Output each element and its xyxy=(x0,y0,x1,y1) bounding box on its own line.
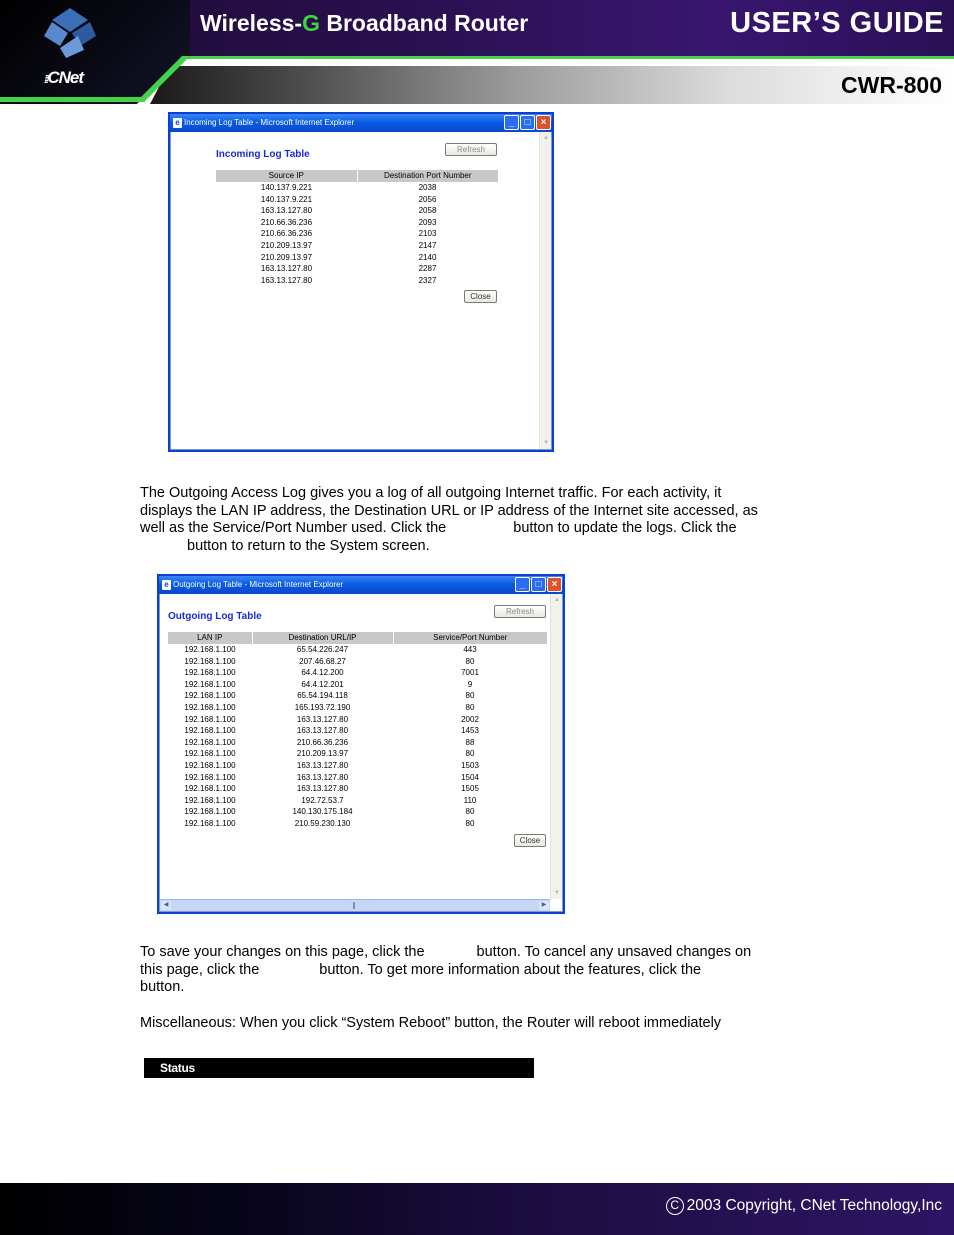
service-port-cell: 80 xyxy=(465,656,475,666)
service-port-cell: 1503 xyxy=(461,760,479,770)
lan-ip-cell: 192.168.1.100 xyxy=(184,714,236,724)
text-line: The Outgoing Access Log gives you a log of all outgoing Internet traffic. For each activity, it xyxy=(140,485,722,501)
text-line: To save your changes on this page, click the button. To cancel any unsaved changes on xyxy=(140,944,752,960)
page-footer xyxy=(0,1183,954,1235)
maximize-icon[interactable]: □ xyxy=(531,577,546,592)
column-header-source-ip: Source IP xyxy=(216,170,357,182)
table-row xyxy=(168,667,547,679)
window-controls xyxy=(515,577,562,592)
lan-ip-cell: 192.168.1.100 xyxy=(184,691,236,701)
header-gradient-band xyxy=(150,66,954,104)
table-row xyxy=(168,737,547,749)
table-header-row xyxy=(168,632,547,644)
page-header xyxy=(0,0,954,104)
table-header-row xyxy=(216,170,498,182)
lan-ip-cell: 192.168.1.100 xyxy=(184,726,236,736)
status-label: Status xyxy=(160,1061,195,1075)
service-port-cell: 9 xyxy=(467,679,473,689)
table-row xyxy=(216,217,498,229)
table-row xyxy=(168,795,547,807)
table-row xyxy=(168,818,547,830)
incoming-close-button[interactable]: Close xyxy=(464,290,497,303)
service-port-cell: 1505 xyxy=(461,784,479,794)
table-row xyxy=(168,806,547,818)
destination-url-cell: 163.13.127.80 xyxy=(296,772,349,782)
outgoing-log-heading: Outgoing Log Table xyxy=(168,611,262,622)
close-icon[interactable]: × xyxy=(547,577,562,592)
destination-url-cell: 65.54.194.118 xyxy=(297,691,348,701)
destination-port-cell: 2287 xyxy=(418,264,437,274)
table-row xyxy=(168,725,547,737)
service-port-cell: 80 xyxy=(465,691,475,701)
cnet-logo-icon xyxy=(40,6,100,60)
incoming-vertical-scrollbar[interactable] xyxy=(539,132,551,449)
service-port-cell: 80 xyxy=(465,749,475,759)
table-row xyxy=(216,205,498,217)
text-line: button. xyxy=(140,979,185,996)
lan-ip-cell: 192.168.1.100 xyxy=(184,818,236,828)
table-row xyxy=(168,702,547,714)
outgoing-refresh-button[interactable]: Refresh xyxy=(494,605,546,618)
destination-url-cell: 210.209.13.97 xyxy=(296,749,349,759)
table-row xyxy=(168,644,547,656)
column-header-destination-port: Destination Port Number xyxy=(357,170,498,182)
outgoing-vertical-scrollbar[interactable] xyxy=(550,594,562,899)
destination-url-cell: 165.193.72.190 xyxy=(294,702,351,712)
table-row xyxy=(168,772,547,784)
destination-port-cell: 2038 xyxy=(418,183,437,192)
destination-port-cell: 2058 xyxy=(418,206,437,216)
destination-url-cell: 207.46.68.27 xyxy=(299,656,346,666)
destination-url-cell: 140.130.175.184 xyxy=(292,807,353,817)
destination-url-cell: 210.59.230.130 xyxy=(294,818,351,828)
destination-port-cell: 2056 xyxy=(418,194,437,204)
incoming-window-titlebar[interactable] xyxy=(170,114,552,132)
source-ip-cell: 140.137.9.221 xyxy=(260,183,313,192)
lan-ip-cell: 192.168.1.100 xyxy=(184,749,236,759)
destination-url-cell: 210.66.36.236 xyxy=(296,737,349,747)
destination-url-cell: 64.4.12.200 xyxy=(301,668,344,678)
source-ip-cell: 163.13.127.80 xyxy=(260,275,313,285)
outgoing-close-button[interactable]: Close xyxy=(514,834,546,847)
ie-app-icon: e xyxy=(162,580,171,590)
outgoing-window-titlebar[interactable] xyxy=(159,576,563,594)
text-line: Miscellaneous: When you click “System Reboot” button, the Router will reboot immediately xyxy=(140,1015,722,1031)
table-row xyxy=(168,656,547,668)
close-icon[interactable]: × xyxy=(536,115,551,130)
table-row xyxy=(216,263,498,275)
destination-url-cell: 163.13.127.80 xyxy=(296,784,349,794)
lan-ip-cell: 192.168.1.100 xyxy=(184,737,236,747)
table-row xyxy=(216,182,498,194)
outgoing-log-description xyxy=(140,485,820,556)
service-port-cell: 443 xyxy=(463,645,477,654)
save-cancel-description xyxy=(140,944,820,997)
destination-url-cell: 65.54.226.247 xyxy=(296,645,349,654)
lan-ip-cell: 192.168.1.100 xyxy=(184,760,236,770)
service-port-cell: 1453 xyxy=(461,726,479,736)
outgoing-window-title: Outgoing Log Table - Microsoft Internet Explorer xyxy=(173,580,344,589)
header-green-diagonal xyxy=(130,54,200,104)
incoming-window-title: Incoming Log Table - Microsoft Internet Explorer xyxy=(184,118,355,127)
table-row xyxy=(216,228,498,240)
scroll-down-icon[interactable]: ▼ xyxy=(554,890,560,896)
incoming-log-window xyxy=(168,112,554,452)
status-section-bar xyxy=(144,1058,534,1078)
destination-port-cell: 2093 xyxy=(418,217,437,227)
column-header-destination-url: Destination URL/IP xyxy=(252,632,393,644)
header-green-stripe xyxy=(0,97,145,102)
destination-url-cell: 64.4.12.201 xyxy=(301,679,344,689)
lan-ip-cell: 192.168.1.100 xyxy=(184,679,236,689)
text-line: well as the Service/Port Number used. Click the button to update the logs. Click the xyxy=(140,520,737,537)
destination-url-cell: 163.13.127.80 xyxy=(296,760,349,770)
incoming-refresh-button[interactable]: Refresh xyxy=(445,143,497,156)
outgoing-horizontal-scrollbar[interactable] xyxy=(160,899,550,911)
source-ip-cell: 163.13.127.80 xyxy=(260,206,313,216)
table-row xyxy=(168,714,547,726)
table-row xyxy=(216,252,498,264)
copyright-icon: C xyxy=(666,1197,684,1215)
text-line: this page, click the button. To get more information about the features, click the xyxy=(140,961,702,978)
incoming-window-content xyxy=(170,132,552,450)
destination-port-cell: 2140 xyxy=(418,252,437,262)
outgoing-window-content xyxy=(159,594,563,912)
lan-ip-cell: 192.168.1.100 xyxy=(184,656,236,666)
table-row xyxy=(168,760,547,772)
table-row xyxy=(216,240,498,252)
table-row xyxy=(168,679,547,691)
source-ip-cell: 210.209.13.97 xyxy=(260,240,313,250)
table-row xyxy=(216,275,498,287)
lan-ip-cell: 192.168.1.100 xyxy=(184,645,236,654)
scroll-down-icon[interactable]: ▼ xyxy=(543,440,549,446)
product-title: Wireless-G Broadband Router xyxy=(200,10,529,36)
service-port-cell: 2002 xyxy=(461,714,479,724)
maximize-icon[interactable]: □ xyxy=(520,115,535,130)
scroll-up-icon[interactable]: ▲ xyxy=(554,597,560,603)
minimize-icon[interactable]: _ xyxy=(504,115,519,130)
destination-url-cell: 163.13.127.80 xyxy=(296,726,349,736)
text-line: button to return to the System screen. xyxy=(187,538,430,555)
source-ip-cell: 140.137.9.221 xyxy=(260,194,313,204)
service-port-cell: 110 xyxy=(463,795,477,805)
table-row xyxy=(168,783,547,795)
column-header-service-port: Service/Port Number xyxy=(393,632,547,644)
scroll-right-icon[interactable]: ▶ xyxy=(539,901,549,910)
lan-ip-cell: 192.168.1.100 xyxy=(184,795,236,805)
source-ip-cell: 210.209.13.97 xyxy=(260,252,313,262)
lan-ip-cell: 192.168.1.100 xyxy=(184,807,236,817)
outgoing-log-window xyxy=(157,574,565,914)
window-controls xyxy=(504,115,551,130)
destination-url-cell: 163.13.127.80 xyxy=(296,714,349,724)
ie-app-icon: e xyxy=(173,118,182,128)
copyright-text: 2003 Copyright, CNet Technology,Inc xyxy=(686,1197,942,1214)
incoming-log-table xyxy=(216,170,498,286)
destination-port-cell: 2103 xyxy=(418,229,437,239)
text-line: displays the LAN IP address, the Destination URL or IP address of the Internet site accessed, as xyxy=(140,502,758,519)
destination-url-cell: 192.72.53.7 xyxy=(301,795,344,805)
copyright-notice xyxy=(666,1197,942,1215)
scroll-left-icon[interactable]: ◀ xyxy=(161,901,171,910)
service-port-cell: 80 xyxy=(465,702,475,712)
outgoing-log-table xyxy=(168,632,547,830)
scrollbar-grip[interactable] xyxy=(353,902,355,909)
minimize-icon[interactable]: _ xyxy=(515,577,530,592)
source-ip-cell: 210.66.36.236 xyxy=(260,217,313,227)
cnet-logo-text: ⁞⁞CNet xyxy=(44,68,83,87)
service-port-cell: 7001 xyxy=(461,668,479,678)
service-port-cell: 88 xyxy=(465,737,475,747)
destination-port-cell: 2327 xyxy=(418,275,437,285)
lan-ip-cell: 192.168.1.100 xyxy=(184,772,236,782)
lan-ip-cell: 192.168.1.100 xyxy=(184,784,236,794)
miscellaneous-description xyxy=(140,1015,820,1033)
source-ip-cell: 210.66.36.236 xyxy=(260,229,313,239)
column-header-lan-ip: LAN IP xyxy=(168,632,252,644)
table-row xyxy=(168,748,547,760)
header-green-line xyxy=(180,56,954,59)
service-port-cell: 80 xyxy=(465,807,475,817)
service-port-cell: 80 xyxy=(465,818,475,828)
lan-ip-cell: 192.168.1.100 xyxy=(184,668,236,678)
scroll-up-icon[interactable]: ▲ xyxy=(543,135,549,141)
model-number: CWR-800 xyxy=(841,72,942,98)
table-row xyxy=(168,690,547,702)
destination-port-cell: 2147 xyxy=(418,240,437,250)
service-port-cell: 1504 xyxy=(461,772,479,782)
source-ip-cell: 163.13.127.80 xyxy=(260,264,313,274)
users-guide-title: USER’S GUIDE xyxy=(730,7,944,39)
incoming-log-heading: Incoming Log Table xyxy=(216,149,310,160)
table-row xyxy=(216,194,498,206)
lan-ip-cell: 192.168.1.100 xyxy=(184,702,236,712)
